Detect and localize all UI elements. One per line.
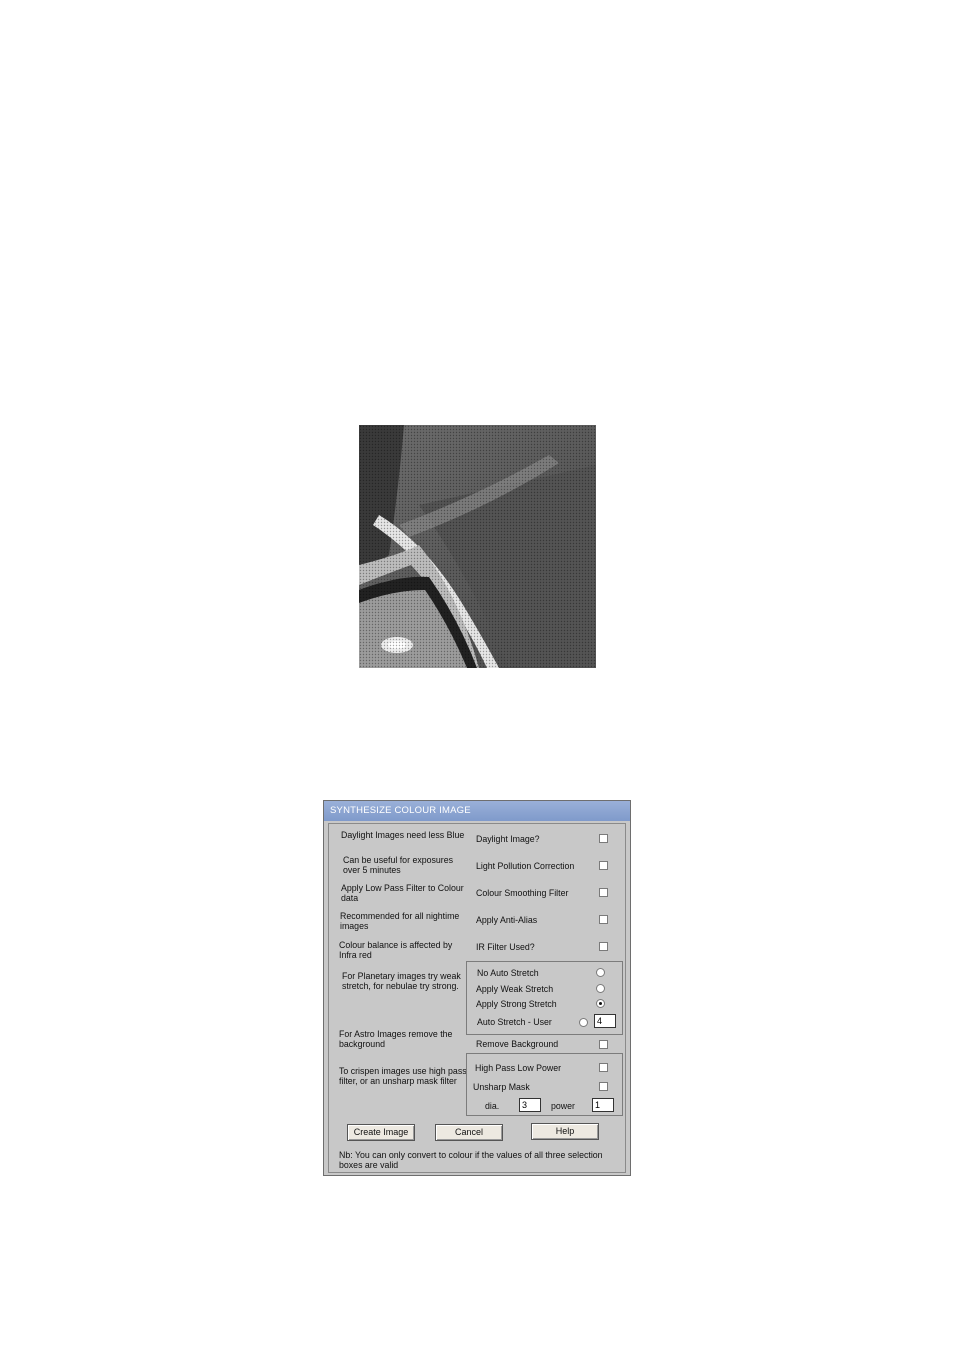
radio-weak-stretch[interactable]: [596, 984, 605, 993]
checkbox-light-pollution[interactable]: [599, 861, 608, 870]
checkbox-unsharp-mask[interactable]: [599, 1082, 608, 1091]
create-image-button[interactable]: Create Image: [347, 1124, 415, 1141]
label-strong-stretch: Apply Strong Stretch: [476, 999, 557, 1009]
radio-strong-stretch[interactable]: [596, 999, 605, 1008]
hint-sharpen: To crispen images use high pass filter, or an unsharp mask filter: [339, 1066, 467, 1086]
power-input[interactable]: 1: [592, 1098, 614, 1112]
label-dia: dia.: [485, 1101, 500, 1111]
radio-auto-stretch-user[interactable]: [579, 1018, 588, 1027]
label-power: power: [551, 1101, 575, 1111]
label-anti-alias: Apply Anti-Alias: [476, 915, 538, 925]
label-colour-smoothing: Colour Smoothing Filter: [476, 888, 569, 898]
hint-remove-background: For Astro Images remove the background: [339, 1029, 453, 1049]
label-auto-stretch-user: Auto Stretch - User: [477, 1017, 552, 1027]
help-button[interactable]: Help: [531, 1123, 599, 1140]
synthesize-colour-dialog: [323, 800, 631, 1176]
label-light-pollution: Light Pollution Correction: [476, 861, 575, 871]
checkbox-colour-smoothing[interactable]: [599, 888, 608, 897]
stretch-user-value-input[interactable]: 4: [594, 1014, 616, 1028]
stretch-group: [466, 961, 623, 1035]
hint-colour-smoothing: Apply Low Pass Filter to Colour data: [341, 883, 464, 903]
label-no-auto-stretch: No Auto Stretch: [477, 968, 539, 978]
hint-ir-filter: Colour balance is affected by Infra red: [339, 940, 453, 960]
hint-stretch: For Planetary images try weak stretch, for nebulae try strong.: [342, 971, 461, 991]
label-unsharp-mask: Unsharp Mask: [473, 1082, 530, 1092]
sample-photo: [359, 425, 596, 668]
dia-input[interactable]: 3: [519, 1098, 541, 1112]
cancel-button[interactable]: Cancel: [435, 1124, 503, 1141]
checkbox-anti-alias[interactable]: [599, 915, 608, 924]
dialog-title[interactable]: SYNTHESIZE COLOUR IMAGE: [324, 801, 630, 821]
label-ir-filter: IR Filter Used?: [476, 942, 535, 952]
dialog-client-area: [328, 823, 626, 1173]
checkbox-high-pass[interactable]: [599, 1063, 608, 1072]
label-weak-stretch: Apply Weak Stretch: [476, 984, 554, 994]
checkbox-daylight-image[interactable]: [599, 834, 608, 843]
hint-daylight: Daylight Images need less Blue: [341, 830, 465, 840]
label-daylight-image: Daylight Image?: [476, 834, 540, 844]
radio-no-auto-stretch[interactable]: [596, 968, 605, 977]
hint-anti-alias: Recommended for all nightime images: [340, 911, 460, 931]
checkbox-remove-background[interactable]: [599, 1040, 608, 1049]
validity-note: Nb: You can only convert to colour if the values of all three selection boxes are valid: [339, 1150, 603, 1170]
label-high-pass: High Pass Low Power: [475, 1063, 562, 1073]
hint-light-pollution: Can be useful for exposures over 5 minutes: [343, 855, 454, 875]
label-remove-background: Remove Background: [476, 1039, 559, 1049]
sharpen-group: [466, 1053, 623, 1116]
checkbox-ir-filter[interactable]: [599, 942, 608, 951]
